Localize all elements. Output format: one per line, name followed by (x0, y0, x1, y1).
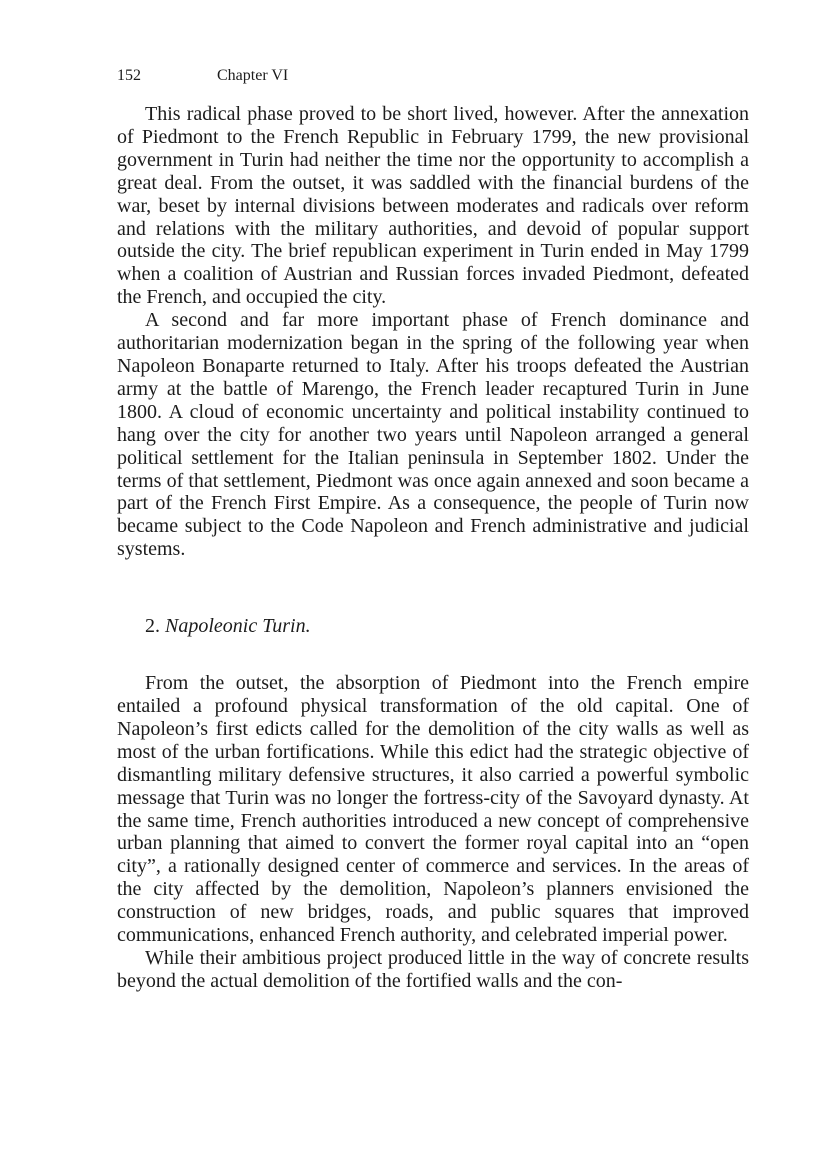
paragraph: This radical phase proved to be short lived, however. After the annexation of Piedmont to the French Republic in February 1799, the new provisional government in Turin had neither the time nor the opportunity to accomplish a great deal. From the outset, it was saddled with the financial burdens of the war, beset by internal divisions between moderates and radicals over reform and relations with the military authorities, and devoid of popular support outside the city. The brief republican experiment in Turin ended in May 1799 when a coalition of Austrian and Russian forces invaded Piedmont, defeated the French, and occupied the city. (117, 103, 749, 309)
page-body (117, 103, 749, 993)
paragraph: A second and far more important phase of French dominance and authoritarian modernization began in the spring of the following year when Napoleon Bonaparte returned to Italy. After his troops defeated the Austrian army at the battle of Marengo, the French leader recaptured Turin in June 1800. A cloud of economic uncertainty and political instability continued to hang over the city for another two years until Napoleon arranged a general political settlement for the Italian peninsula in September 1802. Under the terms of that settlement, Piedmont was once again annexed and soon became a part of the French First Empire. As a consequence, the people of Turin now became subject to the Code Napoleon and French administrative and judicial systems. (117, 309, 749, 561)
page-number: 152 (117, 67, 141, 84)
section-number: 2. (145, 615, 160, 638)
running-header (117, 66, 288, 86)
section-heading (117, 614, 749, 638)
paragraph: While their ambitious project produced little in the way of concrete results beyond the actual demolition of the fortified walls and the con- (117, 947, 749, 992)
chapter-title: Chapter VI (217, 67, 289, 84)
section-title: Napoleonic Turin. (165, 615, 311, 638)
paragraph: From the outset, the absorption of Piedmont into the French empire entailed a profound physical transformation of the old capital. One of Napoleon’s first edicts called for the demolition of the city walls as well as most of the urban fortifications. While this edict had the strategic objective of dismantling military defensive structures, it also carried a powerful symbolic message that Turin was no longer the fortress-city of the Savoyard dynasty. At the same time, French authorities introduced a new concept of comprehensive urban planning that aimed to convert the former royal capital into an “open city”, a rationally designed center of commerce and services. In the areas of the city affected by the demolition, Napoleon’s planners envisioned the construction of new bridges, roads, and public squares that improved communications, enhanced French authority, and celebrated imperial power. (117, 672, 749, 947)
